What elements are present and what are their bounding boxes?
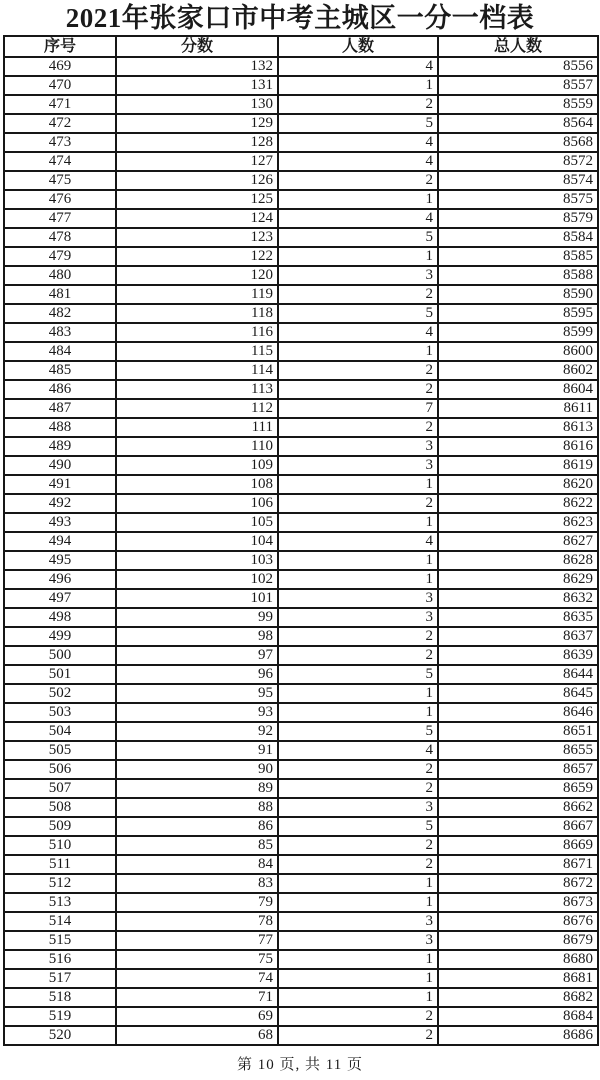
count-cell: 4 xyxy=(278,133,438,152)
total-cell: 8686 xyxy=(438,1026,598,1045)
serial-cell: 486 xyxy=(4,380,116,399)
count-cell: 5 xyxy=(278,228,438,247)
table-row xyxy=(4,798,598,817)
score-cell: 125 xyxy=(116,190,278,209)
score-cell: 85 xyxy=(116,836,278,855)
count-cell: 1 xyxy=(278,969,438,988)
score-cell: 93 xyxy=(116,703,278,722)
count-cell: 3 xyxy=(278,931,438,950)
serial-cell: 473 xyxy=(4,133,116,152)
score-cell: 74 xyxy=(116,969,278,988)
serial-cell: 477 xyxy=(4,209,116,228)
serial-cell: 507 xyxy=(4,779,116,798)
serial-cell: 471 xyxy=(4,95,116,114)
total-header: 总人数 xyxy=(438,36,598,57)
serial-cell: 516 xyxy=(4,950,116,969)
table-row xyxy=(4,931,598,950)
count-cell: 4 xyxy=(278,741,438,760)
serial-cell: 490 xyxy=(4,456,116,475)
total-cell: 8657 xyxy=(438,760,598,779)
score-cell: 109 xyxy=(116,456,278,475)
page-footer: 第 10 页, 共 11 页 xyxy=(237,1057,363,1073)
count-cell: 1 xyxy=(278,703,438,722)
score-cell: 120 xyxy=(116,266,278,285)
table-header xyxy=(4,36,598,57)
table-row xyxy=(4,608,598,627)
table-row xyxy=(4,361,598,380)
serial-cell: 480 xyxy=(4,266,116,285)
count-cell: 5 xyxy=(278,722,438,741)
count-cell: 4 xyxy=(278,532,438,551)
total-cell: 8655 xyxy=(438,741,598,760)
serial-cell: 485 xyxy=(4,361,116,380)
count-cell: 2 xyxy=(278,1026,438,1045)
total-cell: 8682 xyxy=(438,988,598,1007)
score-cell: 108 xyxy=(116,475,278,494)
count-cell: 1 xyxy=(278,874,438,893)
table-row xyxy=(4,171,598,190)
serial-cell: 483 xyxy=(4,323,116,342)
serial-cell: 487 xyxy=(4,399,116,418)
serial-header: 序号 xyxy=(4,36,116,57)
total-cell: 8585 xyxy=(438,247,598,266)
serial-cell: 501 xyxy=(4,665,116,684)
score-header: 分数 xyxy=(116,36,278,57)
table-row xyxy=(4,456,598,475)
table-row xyxy=(4,551,598,570)
serial-cell: 505 xyxy=(4,741,116,760)
score-cell: 104 xyxy=(116,532,278,551)
serial-cell: 476 xyxy=(4,190,116,209)
serial-cell: 470 xyxy=(4,76,116,95)
count-cell: 3 xyxy=(278,589,438,608)
total-cell: 8599 xyxy=(438,323,598,342)
count-cell: 2 xyxy=(278,855,438,874)
table-row xyxy=(4,589,598,608)
score-cell: 118 xyxy=(116,304,278,323)
score-cell: 115 xyxy=(116,342,278,361)
serial-cell: 493 xyxy=(4,513,116,532)
table-row xyxy=(4,513,598,532)
table-row xyxy=(4,304,598,323)
score-cell: 119 xyxy=(116,285,278,304)
count-cell: 2 xyxy=(278,779,438,798)
total-cell: 8579 xyxy=(438,209,598,228)
table-row xyxy=(4,532,598,551)
total-cell: 8644 xyxy=(438,665,598,684)
score-cell: 126 xyxy=(116,171,278,190)
count-cell: 4 xyxy=(278,209,438,228)
count-cell: 3 xyxy=(278,912,438,931)
table-row xyxy=(4,779,598,798)
table-row xyxy=(4,988,598,1007)
count-cell: 4 xyxy=(278,152,438,171)
score-cell: 124 xyxy=(116,209,278,228)
table-row xyxy=(4,228,598,247)
count-cell: 1 xyxy=(278,475,438,494)
total-cell: 8672 xyxy=(438,874,598,893)
score-cell: 98 xyxy=(116,627,278,646)
serial-cell: 514 xyxy=(4,912,116,931)
serial-cell: 509 xyxy=(4,817,116,836)
score-cell: 88 xyxy=(116,798,278,817)
count-cell: 3 xyxy=(278,608,438,627)
count-cell: 1 xyxy=(278,684,438,703)
total-cell: 8629 xyxy=(438,570,598,589)
table-row xyxy=(4,570,598,589)
total-cell: 8639 xyxy=(438,646,598,665)
score-cell: 92 xyxy=(116,722,278,741)
table-row xyxy=(4,893,598,912)
table-row xyxy=(4,627,598,646)
table-row xyxy=(4,817,598,836)
table-row xyxy=(4,95,598,114)
count-cell: 1 xyxy=(278,190,438,209)
total-cell: 8623 xyxy=(438,513,598,532)
score-cell: 114 xyxy=(116,361,278,380)
count-cell: 2 xyxy=(278,171,438,190)
table-row xyxy=(4,494,598,513)
table-row xyxy=(4,475,598,494)
serial-cell: 513 xyxy=(4,893,116,912)
table-row xyxy=(4,418,598,437)
total-cell: 8679 xyxy=(438,931,598,950)
total-cell: 8559 xyxy=(438,95,598,114)
total-cell: 8556 xyxy=(438,57,598,76)
serial-cell: 496 xyxy=(4,570,116,589)
table-row xyxy=(4,152,598,171)
score-cell: 91 xyxy=(116,741,278,760)
score-cell: 75 xyxy=(116,950,278,969)
total-cell: 8616 xyxy=(438,437,598,456)
score-cell: 130 xyxy=(116,95,278,114)
page-title: 2021年张家口市中考主城区一分一档表 xyxy=(65,3,535,33)
count-cell: 1 xyxy=(278,551,438,570)
total-cell: 8572 xyxy=(438,152,598,171)
score-cell: 86 xyxy=(116,817,278,836)
score-cell: 128 xyxy=(116,133,278,152)
table-row xyxy=(4,874,598,893)
count-cell: 5 xyxy=(278,665,438,684)
total-cell: 8635 xyxy=(438,608,598,627)
count-cell: 5 xyxy=(278,817,438,836)
table-row xyxy=(4,665,598,684)
serial-cell: 481 xyxy=(4,285,116,304)
total-cell: 8613 xyxy=(438,418,598,437)
total-cell: 8645 xyxy=(438,684,598,703)
table-row xyxy=(4,247,598,266)
serial-cell: 474 xyxy=(4,152,116,171)
serial-cell: 499 xyxy=(4,627,116,646)
table-row xyxy=(4,1026,598,1045)
table-row xyxy=(4,209,598,228)
total-cell: 8622 xyxy=(438,494,598,513)
count-cell: 2 xyxy=(278,646,438,665)
table-row xyxy=(4,380,598,399)
serial-cell: 515 xyxy=(4,931,116,950)
table-row xyxy=(4,1007,598,1026)
score-cell: 105 xyxy=(116,513,278,532)
count-cell: 2 xyxy=(278,494,438,513)
table-row xyxy=(4,342,598,361)
score-cell: 95 xyxy=(116,684,278,703)
total-cell: 8673 xyxy=(438,893,598,912)
score-cell: 106 xyxy=(116,494,278,513)
score-cell: 101 xyxy=(116,589,278,608)
count-header: 人数 xyxy=(278,36,438,57)
total-cell: 8671 xyxy=(438,855,598,874)
serial-cell: 510 xyxy=(4,836,116,855)
total-cell: 8584 xyxy=(438,228,598,247)
total-cell: 8557 xyxy=(438,76,598,95)
serial-cell: 482 xyxy=(4,304,116,323)
total-cell: 8659 xyxy=(438,779,598,798)
count-cell: 3 xyxy=(278,798,438,817)
score-cell: 116 xyxy=(116,323,278,342)
serial-cell: 494 xyxy=(4,532,116,551)
table-row xyxy=(4,323,598,342)
score-cell: 132 xyxy=(116,57,278,76)
score-cell: 69 xyxy=(116,1007,278,1026)
total-cell: 8651 xyxy=(438,722,598,741)
count-cell: 1 xyxy=(278,513,438,532)
total-cell: 8575 xyxy=(438,190,598,209)
score-cell: 77 xyxy=(116,931,278,950)
serial-cell: 469 xyxy=(4,57,116,76)
serial-cell: 495 xyxy=(4,551,116,570)
serial-cell: 511 xyxy=(4,855,116,874)
total-cell: 8588 xyxy=(438,266,598,285)
total-cell: 8646 xyxy=(438,703,598,722)
serial-cell: 519 xyxy=(4,1007,116,1026)
total-cell: 8620 xyxy=(438,475,598,494)
score-cell: 97 xyxy=(116,646,278,665)
total-cell: 8667 xyxy=(438,817,598,836)
table-row xyxy=(4,57,598,76)
total-cell: 8574 xyxy=(438,171,598,190)
table-row xyxy=(4,266,598,285)
total-cell: 8628 xyxy=(438,551,598,570)
table-row xyxy=(4,912,598,931)
total-cell: 8669 xyxy=(438,836,598,855)
count-cell: 5 xyxy=(278,304,438,323)
count-cell: 2 xyxy=(278,418,438,437)
total-cell: 8619 xyxy=(438,456,598,475)
count-cell: 4 xyxy=(278,323,438,342)
score-distribution-table xyxy=(3,35,599,1046)
table-row xyxy=(4,760,598,779)
count-cell: 1 xyxy=(278,570,438,589)
count-cell: 7 xyxy=(278,399,438,418)
total-cell: 8637 xyxy=(438,627,598,646)
table-row xyxy=(4,684,598,703)
score-cell: 71 xyxy=(116,988,278,1007)
total-cell: 8604 xyxy=(438,380,598,399)
count-cell: 2 xyxy=(278,1007,438,1026)
count-cell: 3 xyxy=(278,456,438,475)
score-cell: 68 xyxy=(116,1026,278,1045)
serial-cell: 475 xyxy=(4,171,116,190)
score-cell: 123 xyxy=(116,228,278,247)
table-row xyxy=(4,741,598,760)
score-cell: 99 xyxy=(116,608,278,627)
serial-cell: 500 xyxy=(4,646,116,665)
score-cell: 112 xyxy=(116,399,278,418)
count-cell: 2 xyxy=(278,285,438,304)
serial-cell: 497 xyxy=(4,589,116,608)
score-cell: 90 xyxy=(116,760,278,779)
serial-cell: 520 xyxy=(4,1026,116,1045)
score-cell: 79 xyxy=(116,893,278,912)
score-cell: 129 xyxy=(116,114,278,133)
table-row xyxy=(4,836,598,855)
serial-cell: 472 xyxy=(4,114,116,133)
serial-cell: 492 xyxy=(4,494,116,513)
count-cell: 1 xyxy=(278,247,438,266)
serial-cell: 506 xyxy=(4,760,116,779)
serial-cell: 484 xyxy=(4,342,116,361)
total-cell: 8680 xyxy=(438,950,598,969)
serial-cell: 489 xyxy=(4,437,116,456)
score-cell: 84 xyxy=(116,855,278,874)
score-cell: 127 xyxy=(116,152,278,171)
count-cell: 1 xyxy=(278,893,438,912)
serial-cell: 517 xyxy=(4,969,116,988)
serial-cell: 491 xyxy=(4,475,116,494)
score-cell: 111 xyxy=(116,418,278,437)
table-row xyxy=(4,76,598,95)
total-cell: 8684 xyxy=(438,1007,598,1026)
total-cell: 8602 xyxy=(438,361,598,380)
serial-cell: 478 xyxy=(4,228,116,247)
total-cell: 8568 xyxy=(438,133,598,152)
score-cell: 102 xyxy=(116,570,278,589)
count-cell: 1 xyxy=(278,950,438,969)
count-cell: 2 xyxy=(278,836,438,855)
serial-cell: 498 xyxy=(4,608,116,627)
total-cell: 8595 xyxy=(438,304,598,323)
total-cell: 8564 xyxy=(438,114,598,133)
score-cell: 103 xyxy=(116,551,278,570)
score-cell: 122 xyxy=(116,247,278,266)
serial-cell: 479 xyxy=(4,247,116,266)
table-body xyxy=(4,57,598,1045)
score-cell: 96 xyxy=(116,665,278,684)
table-row xyxy=(4,855,598,874)
total-cell: 8611 xyxy=(438,399,598,418)
serial-cell: 502 xyxy=(4,684,116,703)
header-row xyxy=(4,36,598,57)
count-cell: 3 xyxy=(278,266,438,285)
table-row xyxy=(4,285,598,304)
score-cell: 89 xyxy=(116,779,278,798)
score-cell: 83 xyxy=(116,874,278,893)
count-cell: 4 xyxy=(278,57,438,76)
table-row xyxy=(4,722,598,741)
table-row xyxy=(4,114,598,133)
table-row xyxy=(4,969,598,988)
count-cell: 2 xyxy=(278,95,438,114)
table-row xyxy=(4,399,598,418)
count-cell: 1 xyxy=(278,988,438,1007)
score-cell: 110 xyxy=(116,437,278,456)
score-cell: 113 xyxy=(116,380,278,399)
table-row xyxy=(4,703,598,722)
total-cell: 8627 xyxy=(438,532,598,551)
count-cell: 2 xyxy=(278,361,438,380)
count-cell: 5 xyxy=(278,114,438,133)
serial-cell: 508 xyxy=(4,798,116,817)
count-cell: 2 xyxy=(278,627,438,646)
score-cell: 131 xyxy=(116,76,278,95)
count-cell: 2 xyxy=(278,380,438,399)
total-cell: 8681 xyxy=(438,969,598,988)
count-cell: 2 xyxy=(278,760,438,779)
score-cell: 78 xyxy=(116,912,278,931)
table-row xyxy=(4,950,598,969)
serial-cell: 488 xyxy=(4,418,116,437)
serial-cell: 503 xyxy=(4,703,116,722)
total-cell: 8662 xyxy=(438,798,598,817)
count-cell: 3 xyxy=(278,437,438,456)
total-cell: 8590 xyxy=(438,285,598,304)
total-cell: 8600 xyxy=(438,342,598,361)
count-cell: 1 xyxy=(278,342,438,361)
serial-cell: 504 xyxy=(4,722,116,741)
serial-cell: 512 xyxy=(4,874,116,893)
table-row xyxy=(4,437,598,456)
total-cell: 8632 xyxy=(438,589,598,608)
table-row xyxy=(4,133,598,152)
serial-cell: 518 xyxy=(4,988,116,1007)
table-row xyxy=(4,646,598,665)
table-row xyxy=(4,190,598,209)
count-cell: 1 xyxy=(278,76,438,95)
total-cell: 8676 xyxy=(438,912,598,931)
